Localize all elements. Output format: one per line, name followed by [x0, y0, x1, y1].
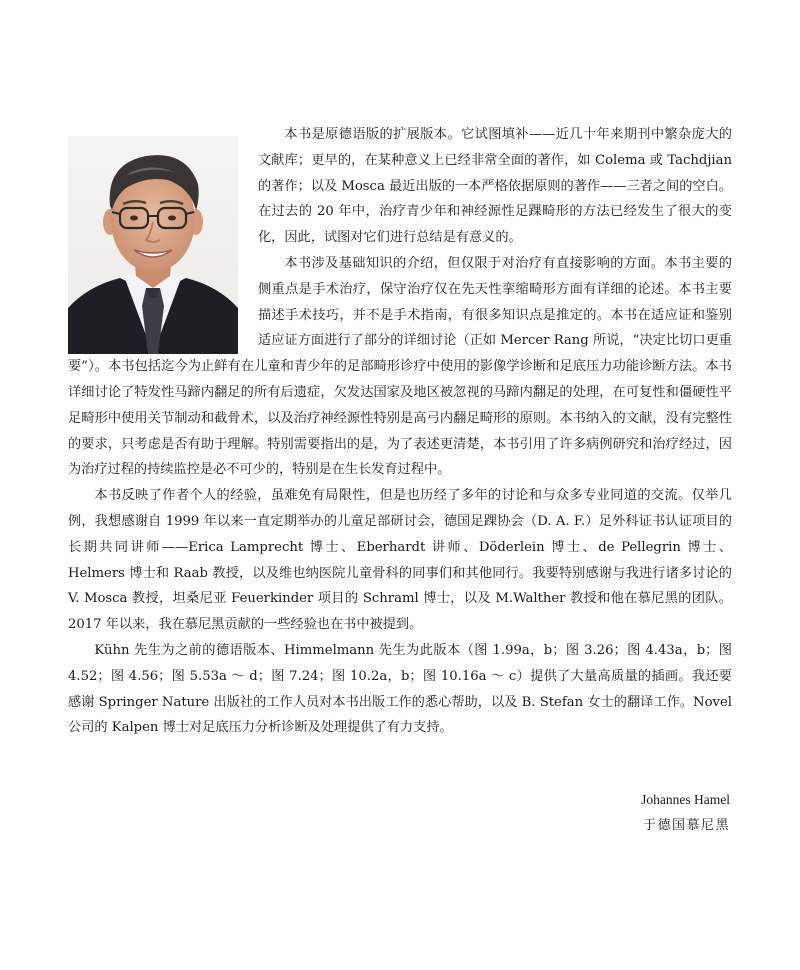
signature-block [641, 787, 730, 839]
portrait-spacer [68, 122, 258, 354]
author-name: Johannes Hamel [641, 792, 730, 807]
preface-paragraph-3: 本书反映了作者个人的经验，虽难免有局限性，但是也历经了多年的讨论和与众多专业同道的交流。仅举几例，我想感谢自 1999 年以来一直定期举办的儿童足部研讨会，德国足踝协会（D. A. F.）足外科证书认证项目的长期共同讲师——Erica Lamprecht 博士、Eberhardt 讲师、Döderlein 博士、de Pellegrin 博士、Helmers 博士和 Raab 教授，以及维也纳医院儿童骨科的同事们和其他同行。我要特别感谢与我进行诸多讨论的 V. Mosca 教授，坦桑尼亚 Feuerkinder 项目的 Schraml 博士，以及 M.Walther 教授和他在慕尼黑的团队。2017 年以来，我在慕尼黑贡献的一些经验也在书中被提到。 [68, 488, 732, 633]
preface-paragraph-2: 本书涉及基础知识的介绍，但仅限于对治疗有直接影响的方面。本书主要的侧重点是手术治疗，保守治疗仅在先天性挛缩畸形方面有详细的论述。本书主要描述手术技巧，并不是手术指南，有很多知识点是推定的。本书在适应证和鉴别适应证方面进行了部分的详细讨论（正如 Mercer Rang 所说，“决定比切口更重要”）。本书包括迄今为止鲜有在儿童和青少年的足部畸形诊疗中使用的影像学诊断和足底压力功能诊断方法。本书详细讨论了特发性马蹄内翻足的所有后遗症，欠发达国家及地区被忽视的马蹄内翻足的处理，在可复性和僵硬性平足畸形中使用关节制动和截骨术，以及治疗神经源性特别是高弓内翻足畸形的原则。本书纳入的文献，没有完整性的要求，只考虑是否有助于理解。特别需要指出的是，为了表述更清楚，本书引用了许多病例研究和治疗经过，因为治疗过程的持续监控是必不可少的，特别是在生长发育过程中。 [68, 255, 732, 478]
preface-text [68, 122, 732, 741]
signature-place: 于德国慕尼黑 [642, 818, 730, 833]
preface-paragraph-4: Kühn 先生为之前的德语版本、Himmelmann 先生为此版本（图 1.99a，b；图 3.26；图 4.43a，b；图 4.52；图 4.56；图 5.53a ～ d；图 7.24；图 10.2a，b；图 10.16a ～ c）提供了大量高质量的插画。我还要感谢 Springer Nature 出版社的工作人员对本书出版工作的悉心帮助，以及 B. Stefan 女士的翻译工作。Novel 公司的 Kalpen 博士对足底压力分析诊断及处理提供了有力支持。 [68, 642, 732, 736]
preface-paragraph-1: 本书是原德语版的扩展版本。它试图填补——近几十年来期刊中繁杂庞大的文献库；更早的，在某种意义上已经非常全面的著作，如 Colema 或 Tachdjian 的著作；以及 Mosca 最近出版的一本严格依据原则的著作——三者之间的空白。在过去的 20 年中，治疗青少年和神经源性足踝畸形的方法已经发生了很大的变化，因此，试图对它们进行总结是有意义的。 [258, 127, 732, 246]
